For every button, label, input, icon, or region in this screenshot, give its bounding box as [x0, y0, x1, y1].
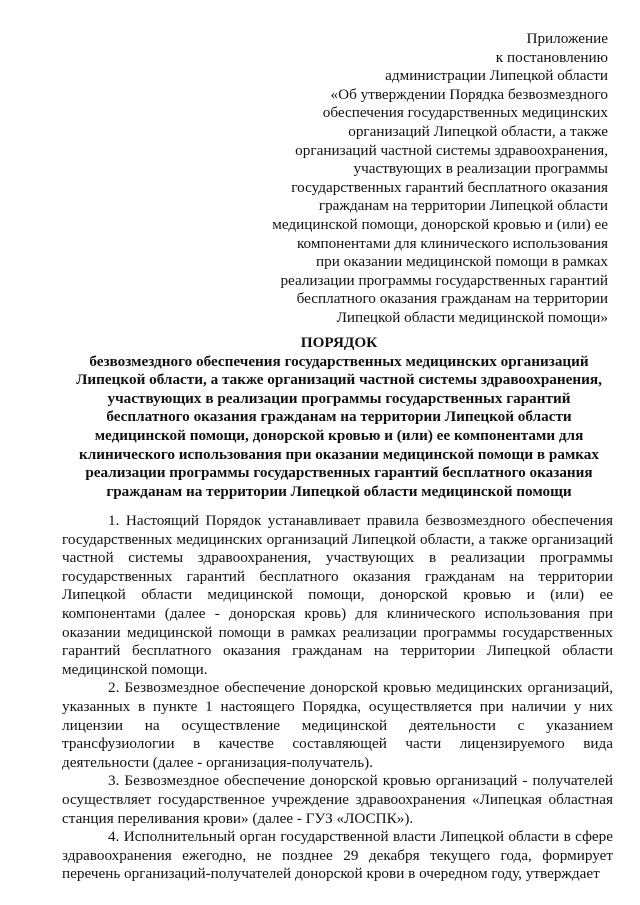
appendix-line: организаций Липецкой области, а также	[348, 122, 608, 140]
title-line: клинического использования при оказании медицинской помощи в рамках	[79, 445, 599, 463]
paragraph-1: 1. Настоящий Порядок устанавливает правила безвозмездного обеспечения государственных медицинских организаций Липецкой области, а также организаций частной системы здравоохранения, участвующих в реализации программы государственных гарантий бесплатного оказания гражданам на территории Липецкой области медицинской помощи, донорской кровью и (или) ее компонентами (далее - донорская кровь) для клинического использования при оказании медицинской помощи в рамках реализации программы государственных гарантий бесплатного оказания гражданам на территории Липецкой области медицинской помощи.	[62, 512, 613, 678]
appendix-line: Приложение	[526, 30, 608, 47]
paragraph-3: 3. Безвозмездное обеспечение донорской кровью организаций - получателей осуществляет государственное учреждение здравоохранения «Липецкая областная станция переливания крови» (далее - ГУЗ «ЛОСПК»).	[62, 772, 613, 827]
appendix-line: реализации программы государственных гарантий	[280, 271, 608, 289]
appendix-line: организаций частной системы здравоохранения,	[295, 141, 608, 159]
appendix-line: участвующих в реализации программы	[353, 160, 608, 178]
appendix-line: администрации Липецкой области	[385, 67, 608, 85]
paragraph-4: 4. Исполнительный орган государственной власти Липецкой области в сфере здравоохранения ежегодно, не позднее 29 декабря текущего года, формирует перечень организаций-получателей донорской крови в очередном году, утверждает	[62, 828, 613, 883]
title-heading: ПОРЯДОК	[300, 334, 378, 351]
title-line: Липецкой области, а также организаций частной системы здравоохранения,	[76, 371, 602, 389]
appendix-line: к постановлению	[495, 48, 608, 66]
title-line: реализации программы государственных гарантий бесплатного оказания	[85, 464, 593, 482]
appendix-header	[248, 30, 608, 328]
appendix-line: гражданам на территории Липецкой области	[318, 197, 608, 215]
title-line: медицинской помощи, донорской кровью и (или) ее компонентами для	[94, 426, 584, 444]
appendix-line: обеспечения государственных медицинских	[322, 104, 608, 122]
title-line: безвозмездного обеспечения государственных медицинских организаций	[89, 352, 589, 370]
appendix-line: при оказании медицинской помощи в рамках	[316, 253, 608, 271]
appendix-line: компонентами для клинического использования	[296, 234, 608, 252]
paragraph-2: 2. Безвозмездное обеспечение донорской кровью медицинских организаций, указанных в пункте 1 настоящего Порядка, осуществляется при наличии у них лицензии на осуществление медицинской деятельности с указанием трансфузиологии в качестве составляющей части лицензируемого вида деятельности (далее - организация-получатель).	[62, 679, 613, 771]
document-body	[62, 512, 613, 884]
appendix-line: государственных гарантий бесплатного оказания	[291, 178, 608, 196]
appendix-line: Липецкой области медицинской помощи»	[336, 308, 608, 326]
title-line: участвующих в реализации программы государственных гарантий	[107, 389, 571, 407]
document-title	[64, 334, 614, 501]
appendix-line: медицинской помощи, донорской кровью и (или) ее	[272, 215, 608, 233]
title-line: бесплатного оказания гражданам на территории Липецкой области	[106, 408, 572, 426]
appendix-line: «Об утверждении Порядка безвозмездного	[330, 85, 608, 103]
appendix-line: бесплатного оказания гражданам на территории	[296, 290, 608, 308]
title-line: гражданам на территории Липецкой области медицинской помощи	[106, 482, 572, 500]
